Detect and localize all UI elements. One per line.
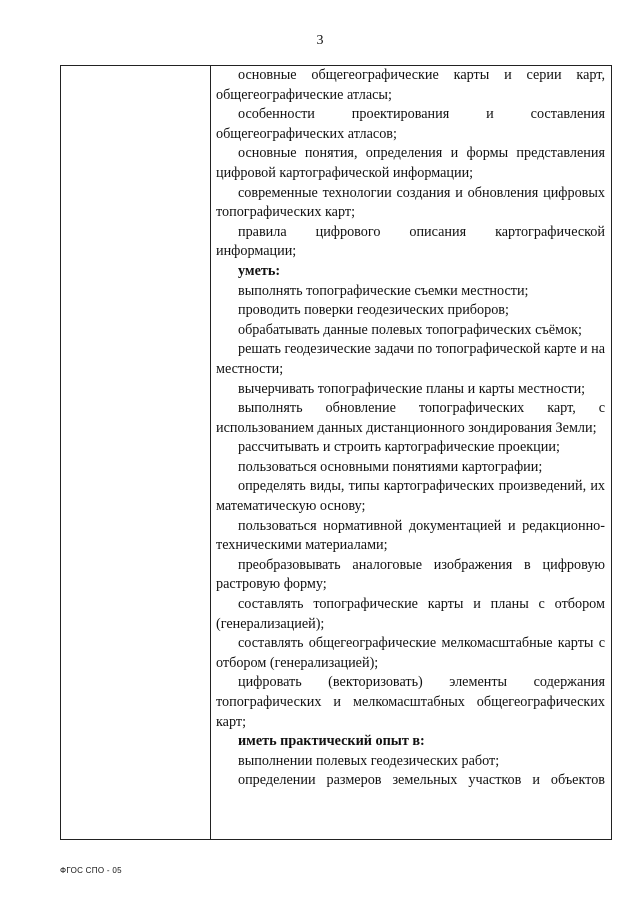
section-heading: иметь практический опыт в: [238,733,425,750]
paragraph: рассчитывать и строить картографические проекции; [238,439,560,456]
paragraph: основные общегеографические карты и серии карт, общегеографические атласы; [216,67,605,103]
paragraph: обрабатывать данные полевых топографических съёмок; [238,321,582,338]
table-cell-content [216,66,605,791]
paragraph: определении размеров земельных участков и объектов [238,772,605,789]
paragraph: составлять общегеографические мелкомасштабные карты с отбором (генерализацией); [216,635,605,671]
paragraph: выполнять обновление топографических карт, с использованием данных дистанционного зондирования Земли; [216,400,605,436]
paragraph: проводить поверки геодезических приборов; [238,302,509,319]
paragraph: правила цифрового описания картографической информации; [216,223,605,260]
paragraph: составлять топографические карты и планы с отбором (генерализацией); [216,596,605,632]
page-number: 3 [316,33,324,48]
paragraph: выполнять топографические съемки местности; [238,282,529,299]
paragraph: решать геодезические задачи по топографической карте и на местности; [216,341,605,377]
paragraph: особенности проектирования и составления общегеографических атласов; [216,106,605,142]
paragraph: пользоваться основными понятиями картографии; [238,458,543,475]
footer-code: ФГОС СПО - 05 [60,866,122,875]
section-heading: уметь: [238,262,281,279]
paragraph: преобразовывать аналоговые изображения в цифровую растровую форму; [216,556,605,593]
paragraph: основные понятия, определения и формы представления цифровой картографической информации; [216,145,605,181]
paragraph: современные технологии создания и обновления цифровых топографических карт; [216,184,605,221]
paragraph: определять виды, типы картографических произведений, их математическую основу; [216,478,605,515]
paragraph: пользоваться нормативной документацией и редакционно-техническими материалами; [216,517,605,554]
paragraph: вычерчивать топографические планы и карты местности; [238,380,586,397]
column-divider [210,65,211,840]
paragraph: выполнении полевых геодезических работ; [238,752,500,769]
paragraph: цифровать (векторизовать) элементы содержания топографических и мелкомасштабных общегеографических карт; [216,674,605,730]
